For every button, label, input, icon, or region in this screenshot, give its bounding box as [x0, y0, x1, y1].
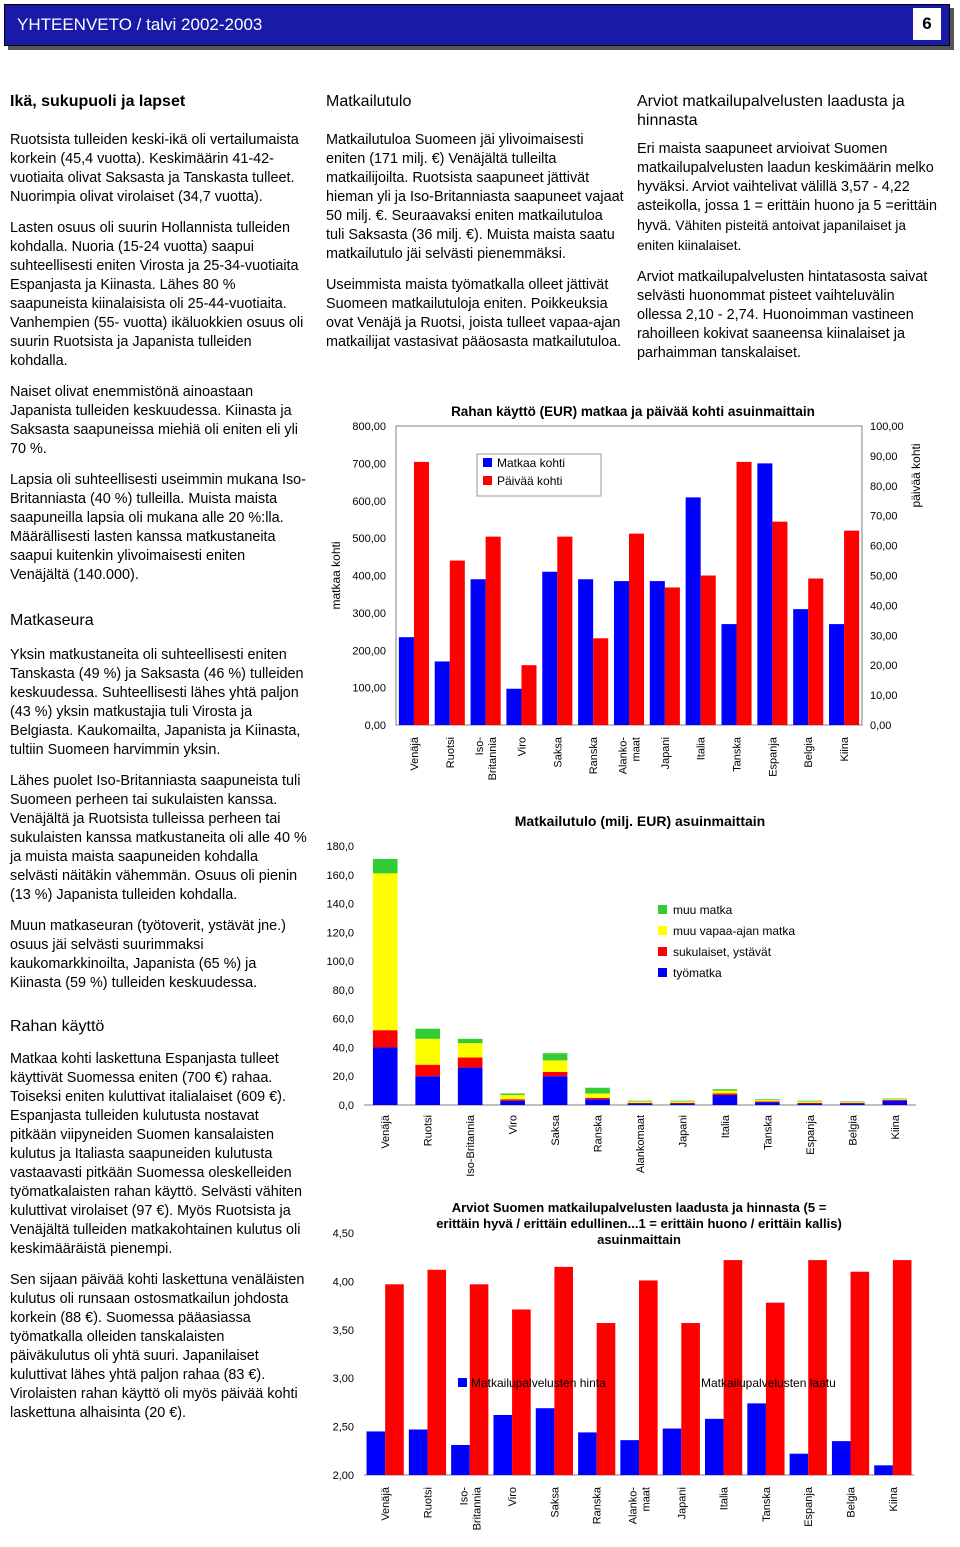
y2-tick-label: 40,00 [870, 600, 898, 613]
bar-segment-1 [415, 1065, 440, 1077]
chart-ratings [318, 1190, 938, 1540]
bar-segment-1 [755, 1101, 780, 1102]
bar-per-day [414, 462, 429, 725]
bar-price [832, 1441, 851, 1475]
bar-segment-2 [628, 1101, 653, 1102]
y-tick-label: 800,00 [352, 421, 386, 433]
bar-per-day [629, 534, 644, 725]
y-tick-label: 3,50 [332, 1324, 354, 1337]
y-tick-label: 3,00 [332, 1373, 354, 1386]
x-tick-label: Ranska [588, 737, 601, 775]
bar-per-day [557, 537, 572, 725]
bar-segment-3 [373, 859, 398, 873]
y-tick-label: 2,50 [332, 1421, 354, 1434]
y-tick-label: 80,0 [332, 984, 354, 997]
paragraph: Ruotsista tulleiden keski-ikä oli vertailumaista korkein (45,4 vuotta). Keskimäärin 41-42-vuotiaita olivat Saksasta ja Tanskasta tulleet. Nuorimpia olivat virolaiset (34,7 vuotta). [10, 132, 299, 205]
bar-per-trip [614, 581, 629, 725]
bar-segment-2 [713, 1091, 738, 1094]
x-tick-label: maat [640, 1487, 653, 1512]
bar-segment-1 [840, 1103, 865, 1104]
bar-segment-0 [798, 1104, 823, 1105]
x-tick-label: Ruotsi [422, 1115, 435, 1147]
x-tick-label: Alanko- [627, 1487, 640, 1525]
x-tick-label: Viro [516, 737, 529, 757]
legend-label: Matkailupalvelusten laatu [701, 1376, 836, 1390]
legend-label: Matkaa kohti [497, 456, 566, 470]
bar-segment-0 [458, 1068, 483, 1105]
x-tick-label: Viro [507, 1115, 520, 1135]
bar-per-trip [650, 581, 665, 725]
x-tick-label: Viro [507, 1487, 520, 1507]
y2-tick-label: 70,00 [870, 510, 898, 523]
y-tick-label: 20,0 [332, 1071, 354, 1084]
bar-segment-0 [500, 1101, 525, 1105]
x-tick-label: Espanja [803, 1487, 816, 1527]
bar-segment-0 [628, 1104, 653, 1105]
bar-per-day [701, 576, 716, 726]
x-tick-label: Kiina [887, 1487, 900, 1512]
bar-per-day [486, 537, 501, 725]
legend-label: sukulaiset, ystävät [673, 945, 772, 959]
bar-segment-3 [628, 1101, 653, 1102]
x-tick-label: Japani [677, 1115, 690, 1148]
chart-title: Rahan käyttö (EUR) matkaa ja päivää kohti asuinmaittain [451, 404, 815, 419]
paragraph: Arviot matkailupalvelusten hintatasosta saivat selvästi huonommat pisteet vaihteluvälin ollessa 2,10 - 2,74. Huonoimman vastineen rahoilleen kokivat saaneensa kiinalaiset ja parhaimman tanskalaiset. [637, 269, 928, 361]
bar-per-trip [435, 661, 450, 725]
bar-quality [724, 1260, 743, 1475]
x-tick-label: Ruotsi [422, 1487, 435, 1519]
y2-tick-label: 80,00 [870, 480, 898, 493]
bar-segment-2 [415, 1039, 440, 1065]
y-tick-label: 200,00 [352, 645, 386, 658]
bar-price [747, 1403, 766, 1475]
x-tick-label: Iso-Britannia [465, 1115, 478, 1177]
bar-price [451, 1445, 470, 1475]
x-tick-label: Venäjä [380, 1487, 393, 1521]
y-tick-label: 40,0 [332, 1042, 354, 1055]
bar-price [578, 1432, 597, 1475]
bar-segment-1 [373, 1030, 398, 1047]
legend-swatch [458, 1378, 467, 1387]
heading-age: Ikä, sukupuoli ja lapset [10, 93, 186, 110]
y2-tick-label: 0,00 [870, 720, 892, 732]
y-tick-label: 4,50 [332, 1228, 354, 1240]
chart-title: Arviot Suomen matkailupalvelusten laadusta ja hinnasta (5 = [451, 1200, 827, 1215]
legend-swatch [483, 458, 492, 467]
bar-segment-3 [500, 1093, 525, 1094]
chart-title: erittäin hyvä / erittäin edullinen...1 = erittäin huono / erittäin kallis) [436, 1216, 842, 1231]
x-tick-label: Espanja [804, 1115, 817, 1155]
bar-per-day [665, 587, 680, 725]
bar-segment-2 [840, 1102, 865, 1103]
bar-per-trip [793, 609, 808, 725]
y2-tick-label: 60,00 [870, 540, 898, 553]
y-tick-label: 140,0 [326, 898, 354, 911]
bar-per-day [593, 638, 608, 725]
bar-per-day [844, 531, 859, 725]
paragraph: Lasten osuus oli suurin Hollannista tulleiden kohdalla. Nuoria (15-24 vuotta) saapui suhteellisesti eniten Virosta ja 25-34-vuotiaita Espanjasta ja Kiinasta. Lähes 80 % saapuneista kiinalaisista oli 25-44-vuotiaita. Vanhempien (55- vuotta) ikäluokkien osuus oli suurin Ruotsista ja Japanista tulleiden kohdalla. [10, 220, 304, 369]
bar-segment-1 [713, 1093, 738, 1094]
y-tick-label: 0,0 [338, 1100, 354, 1112]
bar-per-day [808, 578, 823, 725]
heading-ratings: Arviot matkailupalvelusten laadusta ja hinnasta [637, 93, 905, 129]
heading-money: Rahan käyttö [10, 1018, 105, 1035]
bar-segment-3 [543, 1053, 568, 1060]
left-column [10, 92, 308, 1435]
y-tick-label: 700,00 [352, 458, 386, 471]
bar-quality [893, 1260, 912, 1475]
bar-quality [512, 1309, 531, 1475]
y-axis-label: matkaa kohti [329, 541, 343, 610]
bar-segment-2 [755, 1100, 780, 1101]
bar-segment-3 [882, 1099, 907, 1100]
bar-segment-0 [713, 1095, 738, 1105]
bar-quality [639, 1280, 658, 1475]
x-tick-label: Italia [718, 1487, 731, 1511]
bar-quality [554, 1267, 573, 1475]
bar-segment-2 [882, 1099, 907, 1100]
legend-label: muu vapaa-ajan matka [673, 924, 796, 938]
x-tick-label: Tanska [762, 1115, 775, 1150]
bar-price [620, 1440, 639, 1475]
bar-segment-1 [628, 1103, 653, 1104]
heading-tourism-income: Matkailutulo [326, 93, 412, 110]
paragraph: Lapsia oli suhteellisesti useimmin mukana Iso-Britanniasta (40 %) tulleilla. Muista maista saapuneilla lapsia oli mukana alle 20 %:lla. Määrällisesti lasten kanssa matkustaneita saapui kuitenkin ylivoimaisesti eniten Venäjältä (140.000). [10, 472, 306, 583]
paragraph: Lähes puolet Iso-Britanniasta saapuneista tuli Suomeen perheen tai sukulaisten kanssa. Venäjältä ja Ruotsista tulleissa perheen tai sukulaisten kanssa matkustaneita oli alle 40 % ja muista maista saapuneiden kohdalla selvästi näitäkin vähemmän. Osuus oli pienin (13 %) Japanista tulleiden kohdalla. [10, 773, 307, 903]
x-tick-label: Alanko- [617, 737, 630, 775]
x-tick-label: Saksa [550, 1115, 563, 1146]
bar-per-day [521, 665, 536, 725]
bar-segment-3 [798, 1101, 823, 1102]
x-tick-label: Alankomaat [635, 1115, 647, 1174]
bar-quality [681, 1323, 700, 1475]
y2-tick-label: 10,00 [870, 690, 898, 703]
legend-swatch [658, 968, 667, 977]
x-tick-label: Kiina [889, 1115, 902, 1140]
bar-price [663, 1429, 682, 1475]
chart-title: Matkailutulo (milj. EUR) asuinmaittain [514, 813, 766, 829]
bar-segment-0 [543, 1076, 568, 1105]
bar-price [705, 1419, 724, 1475]
bar-segment-0 [585, 1099, 610, 1105]
y-tick-label: 60,0 [332, 1013, 354, 1026]
bar-quality [427, 1270, 446, 1475]
paragraph: Vähiten pisteitä antoivat japanilaiset ja eniten kiinalaiset. [637, 218, 906, 253]
x-tick-label: maat [630, 737, 643, 762]
y-tick-label: 600,00 [352, 495, 386, 508]
bar-price [874, 1465, 893, 1475]
x-tick-label: Iso- [458, 1487, 471, 1506]
bar-per-trip [542, 572, 557, 725]
bar-per-day [737, 462, 752, 725]
bar-price [409, 1430, 428, 1475]
x-tick-label: Britannia [471, 1487, 484, 1531]
x-tick-label: Ranska [591, 1487, 604, 1525]
heading-travel-company: Matkaseura [10, 612, 94, 629]
x-tick-label: Tanska [760, 1487, 773, 1522]
chart-spending [318, 398, 938, 798]
bar-segment-3 [415, 1029, 440, 1039]
bar-segment-3 [458, 1039, 483, 1043]
y-tick-label: 120,0 [326, 927, 354, 940]
bar-per-trip [506, 689, 521, 725]
x-tick-label: Ranska [592, 1115, 605, 1153]
paragraph: Yksin matkustaneita oli suhteellisesti eniten Tanskasta (49 %) ja Saksasta (46 %) tulleiden keskuudessa. Suhteellisesti lähes yhtä paljon (43 %) yksin matkustajia tuli Virosta ja Belgiasta. Kaukomailta, Japanista ja Kiinasta, tultiin Suomeen harvimmin yksin. [10, 647, 304, 758]
paragraph: Sen sijaan päivää kohti laskettuna venäläisten kulutus oli runsaan ostosmatkailun johdosta korkein (88 €). Suomessa pääasiassa työmatkalla olleiden tanskalaisten päiväkulutus oli yhtä suuri. Japanilaiset kuluttivat lähes yhtä paljon rahaa (83 €). Virolaisten rahan käyttö oli myös päivää kohti laskettuna alhaisinta (20 €). [10, 1272, 305, 1421]
bar-quality [851, 1272, 870, 1475]
y-tick-label: 400,00 [352, 570, 386, 583]
legend-swatch [483, 476, 492, 485]
bar-segment-2 [585, 1093, 610, 1097]
paragraph: Useimmista maista työmatkalla olleet jättivät Suomeen matkailutuloja eniten. Poikkeuksia ovat Venäjä ja Ruotsi, joista tulleet vapaa-ajan matkailijat vastasivat pääosasta matkailutuloa. [326, 277, 622, 350]
y2-axis-label: päivää kohti [909, 443, 923, 508]
paragraph: Matkaa kohti laskettuna Espanjasta tulleet käyttivät Suomessa eniten (700 €) rahaa. Toiseksi eniten kuluttivat italialaiset (609 €). Espanjasta tulleiden kulutusta nostavat pitkään viipyneiden Suomen kansalaisten kulutus ja Italiasta saapuneiden kulutusta vastaavasti pitkään Suomessa oleskelleiden työmatkalaisten rahan käyttö. Selvästi vähiten kuluttivat virolaiset (97 €). Myös Ruotsista ja Venäjältä tulleiden matkakohtainen kulutus oli keskimääräistä pienempi. [10, 1051, 302, 1257]
y2-tick-label: 100,00 [870, 421, 904, 433]
bar-quality [808, 1260, 827, 1475]
chart-tourism-income [318, 808, 938, 1178]
bar-price [367, 1431, 386, 1475]
paragraph: Matkailutuloa Suomeen jäi ylivoimaisesti eniten (171 milj. €) Venäjältä tulleilta matkailijoilta. Ruotsista saapuneet jättivät hieman yli ja Iso-Britanniasta saapuneet vajaat 50 milj. €. Seuraavaksi eniten matkailutuloa tuli Saksasta (36 milj. €). Muista maista saatu matkailutulo jäi selvästi pienemmäksi. [326, 132, 624, 262]
bar-segment-0 [840, 1104, 865, 1105]
middle-column [326, 92, 624, 364]
bar-segment-2 [543, 1060, 568, 1072]
bar-per-trip [757, 463, 772, 725]
paragraph: Muun matkaseuran (työtoverit, ystävät jne.) osuus jäi selvästi suurimmaksi kaukomarkkinoilta, Japanista (65 %) ja Kiinasta (59 %) tulleiden keskuudessa. [10, 918, 286, 991]
bar-segment-2 [373, 873, 398, 1030]
x-tick-label: Espanja [767, 737, 780, 777]
x-tick-label: Belgia [803, 737, 816, 768]
bar-segment-0 [670, 1104, 695, 1105]
y-tick-label: 2,00 [332, 1470, 354, 1482]
bar-segment-3 [755, 1099, 780, 1100]
bar-per-day [450, 561, 465, 725]
legend-label: Päivää kohti [497, 474, 563, 488]
x-tick-label: Venäjä [408, 737, 421, 771]
chart-title: asuinmaittain [597, 1232, 681, 1247]
legend-swatch [658, 926, 667, 935]
x-tick-label: Italia [719, 1115, 732, 1139]
bar-quality [385, 1284, 404, 1475]
bar-segment-2 [500, 1095, 525, 1099]
bar-price [790, 1454, 809, 1475]
y-tick-label: 500,00 [352, 533, 386, 546]
legend-swatch [658, 905, 667, 914]
x-tick-label: Saksa [549, 1487, 562, 1518]
paragraph: Naiset olivat enemmistönä ainoastaan Japanista tulleiden keskuudessa. Kiinasta ja Saksasta saapuneissa miehiä oli eniten eli yli 70 %. [10, 384, 298, 457]
bar-per-trip [686, 497, 701, 725]
paragraph: Eri maista saapuneet arvioivat Suomen matkailupalvelusten laadun keskimäärin melko hyväksi. Arviot vaihtelivat välillä 3,57 - 4,22 asteikolla, jossa 1 = erittäin huono ja 5 =erittäin hyvä. [637, 141, 937, 234]
y-tick-label: 160,0 [326, 869, 354, 882]
legend-label: Matkailupalvelusten hinta [471, 1376, 606, 1390]
bar-per-day [772, 522, 787, 725]
x-tick-label: Tanska [731, 737, 744, 772]
page-number: 6 [913, 8, 941, 40]
x-tick-label: Iso- [474, 737, 487, 756]
page-header [4, 4, 950, 46]
bar-segment-2 [458, 1043, 483, 1057]
bar-per-trip [721, 624, 736, 725]
legend-label: työmatka [673, 966, 722, 980]
y2-tick-label: 20,00 [870, 660, 898, 673]
bar-segment-2 [670, 1101, 695, 1102]
x-tick-label: Belgia [847, 1115, 860, 1146]
x-tick-label: Italia [695, 737, 708, 761]
x-tick-label: Britannia [487, 737, 500, 781]
bar-per-trip [471, 579, 486, 725]
y-tick-label: 0,00 [364, 720, 386, 732]
y2-tick-label: 30,00 [870, 630, 898, 643]
y-tick-label: 300,00 [352, 607, 386, 620]
bar-segment-2 [798, 1101, 823, 1102]
bar-segment-3 [713, 1089, 738, 1090]
y-tick-label: 100,00 [352, 682, 386, 695]
page-header-title: YHTEENVETO / talvi 2002-2003 [17, 15, 263, 34]
bar-segment-0 [755, 1102, 780, 1105]
bar-price [493, 1415, 512, 1475]
bar-segment-1 [882, 1100, 907, 1101]
x-tick-label: Ruotsi [444, 737, 457, 769]
x-tick-label: Japani [676, 1487, 689, 1520]
x-tick-label: Kiina [839, 737, 852, 762]
x-tick-label: Saksa [552, 737, 565, 768]
legend-label: muu matka [673, 903, 733, 917]
bar-per-trip [399, 637, 414, 725]
bar-segment-1 [458, 1058, 483, 1068]
bar-segment-1 [798, 1103, 823, 1104]
bar-segment-0 [882, 1101, 907, 1105]
y2-tick-label: 50,00 [870, 570, 898, 583]
bar-price [536, 1408, 555, 1475]
bar-per-trip [578, 579, 593, 725]
bar-segment-3 [840, 1101, 865, 1102]
x-tick-label: Japani [659, 737, 672, 770]
bar-quality [597, 1323, 616, 1475]
y-tick-label: 100,0 [326, 956, 354, 969]
bar-segment-0 [373, 1047, 398, 1105]
legend-swatch [658, 947, 667, 956]
bar-segment-3 [670, 1101, 695, 1102]
y-tick-label: 180,0 [326, 841, 354, 853]
bar-segment-1 [543, 1072, 568, 1076]
y2-tick-label: 90,00 [870, 450, 898, 463]
bar-segment-1 [585, 1098, 610, 1099]
bar-segment-1 [500, 1099, 525, 1100]
right-column [637, 92, 937, 375]
legend-swatch [688, 1378, 697, 1387]
bar-segment-1 [670, 1103, 695, 1104]
y-tick-label: 4,00 [332, 1276, 354, 1289]
x-tick-label: Venäjä [380, 1115, 393, 1149]
bar-segment-3 [585, 1088, 610, 1094]
bar-per-trip [829, 624, 844, 725]
bar-segment-0 [415, 1076, 440, 1105]
x-tick-label: Belgia [845, 1487, 858, 1518]
